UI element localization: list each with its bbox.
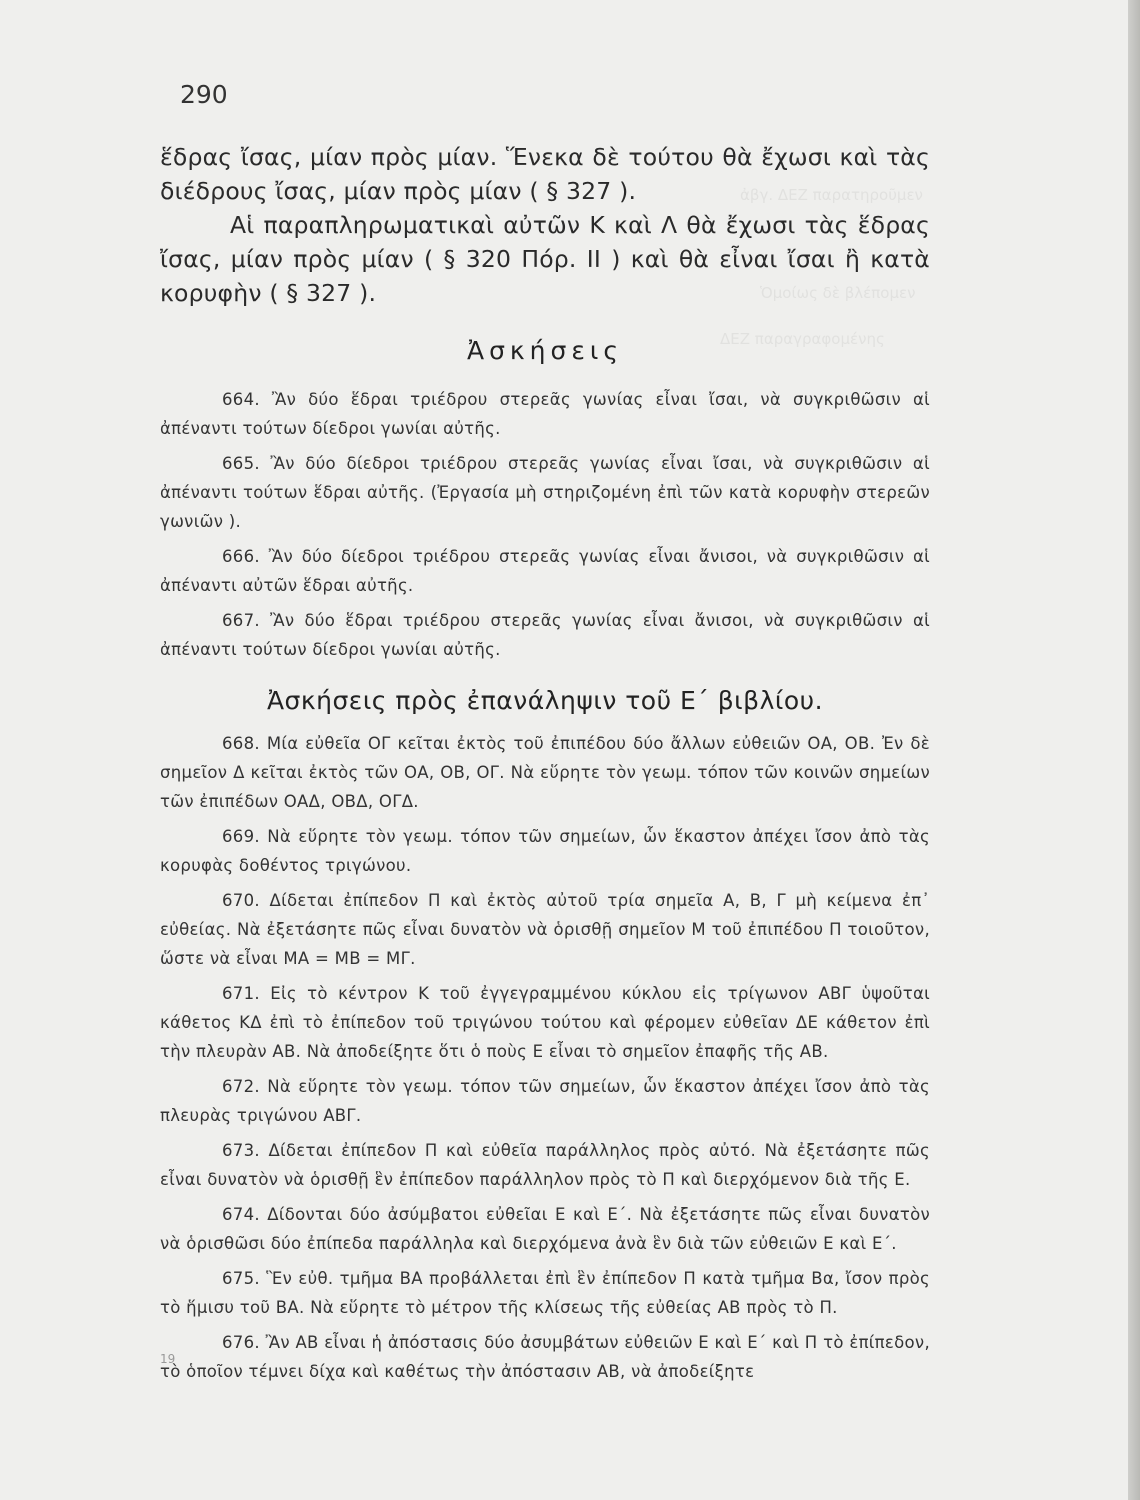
intro-paragraph: Αἱ παραπληρωματικαὶ αὐτῶν Κ καὶ Λ θὰ ἔχωσι τὰς ἕδρας ἴσας, μίαν πρὸς μίαν ( § 320 Πόρ. ΙΙ ) καὶ θὰ εἶναι ἴσαι ἢ κατὰ κορυφὴν ( § 327 ). [160, 211, 930, 307]
exercise-item [160, 385, 930, 443]
exercise-number: 671. [222, 984, 260, 1003]
exercise-number: 672. [222, 1077, 260, 1096]
exercise-number: 664. [222, 390, 260, 409]
exercise-item [160, 886, 930, 973]
exercise-number: 670. [222, 891, 260, 910]
exercise-text: Μία εὐθεῖα ΟΓ κεῖται ἐκτὸς τοῦ ἐπιπέδου δύο ἄλλων εὐθειῶν ΟΑ, ΟΒ. Ἐν δὲ σημεῖον Δ κεῖται ἐκτὸς τῶν ΟΑ, ΟΒ, ΟΓ. Νὰ εὕρητε τὸν γεωμ. τόπον τῶν κοινῶν σημείων τῶν ἐπιπέδων ΟΑΔ, ΟΒΔ, ΟΓΔ. [160, 734, 930, 811]
intro-paragraph: ἕδρας ἴσας, μίαν πρὸς μίαν. Ἕνεκα δὲ τούτου θὰ ἔχωσι καὶ τὰς διέδρους ἴσας, μίαν πρὸς μίαν ( § 327 ). [160, 143, 930, 205]
exercise-number: 667. [222, 611, 260, 630]
signature-mark: 19 [160, 1352, 176, 1366]
section-heading-exercises: Ἀσκήσεις [466, 336, 623, 365]
page-body [160, 140, 930, 1392]
exercise-text: Ἂν δύο ἕδραι τριέδρου στερεᾶς γωνίας εἶναι ἴσαι, νὰ συγκριθῶσιν αἱ ἀπέναντι τούτων δίεδροι γωνίαι αὐτῆς. [160, 390, 931, 438]
exercise-number: 674. [222, 1205, 260, 1224]
exercise-item [160, 1328, 930, 1386]
section-heading-review: Ἀσκήσεις πρὸς ἐπανάληψιν τοῦ Ε΄ βιβλίου. [266, 686, 824, 715]
exercise-item [160, 1264, 930, 1322]
exercise-list [160, 385, 930, 664]
exercise-number: 676. [222, 1333, 260, 1352]
exercise-text: Ἂν ΑΒ εἶναι ἡ ἀπόστασις δύο ἀσυμβάτων εὐθειῶν Ε καὶ Ε΄ καὶ Π τὸ ἐπίπεδον, τὸ ὁποῖον τέμνει δίχα καὶ καθέτως τὴν ἀπόστασιν ΑΒ, νὰ ἀποδείξητε [160, 1333, 930, 1381]
exercise-number: 675. [222, 1269, 260, 1288]
exercise-text: Δίδεται ἐπίπεδον Π καὶ εὐθεῖα παράλληλος πρὸς αὐτό. Νὰ ἐξετάσητε πῶς εἶναι δυνατὸν νὰ ὁρισθῇ ἓν ἐπίπεδον παράλληλον πρὸς τὸ Π καὶ διερχόμενον διὰ τῆς Ε. [160, 1141, 930, 1189]
exercise-item [160, 1136, 930, 1194]
book-page: ἀβγ. ΔΕΖ παρατηροῦμεν Ὁμοίως δὲ βλέπομεν ΔΕΖ παραγραφομένης 290 ἕδρας ἴσας, μίαν πρὸς μίαν. Ἕνεκα δὲ τούτου θὰ ἔχωσι καὶ τὰς διέδρους ἴσας, μίαν πρὸς μίαν ( § 327 ). Αἱ παραπληρωματικαὶ αὐτῶν Κ καὶ Λ θὰ ἔχωσι τὰς ἕδρας ἴσας, μίαν πρὸς μίαν ( § 320 Πόρ. ΙΙ ) καὶ θὰ εἶναι ἴσαι ἢ κατὰ κορυφὴν ( § 327 ). Ἀσκήσεις 664. Ἂν δύο ἕδραι τριέδρου στερεᾶς γωνίας εἶναι ἴσαι, νὰ συγκριθῶσιν αἱ ἀπέναντι τούτων δίεδροι γωνίαι αὐτῆς. 665. Ἂν δύο δίεδροι τριέδρου στερεᾶς γωνίας εἶναι ἴσαι, νὰ συγκριθῶσιν αἱ ἀπέναντι τούτων ἕδραι αὐτῆς. (Ἐργασία μὴ στηριζομένη ἐπὶ τῶν κατὰ κορυφὴν στερεῶν γωνιῶν ). 666. Ἂν δύο δίεδροι τριέδρου στερεᾶς γωνίας εἶναι ἄνισοι, νὰ συγκριθῶσιν αἱ ἀπέναντι αὐτῶν ἕδραι αὐτῆς. 667. Ἂν δύο ἕδραι τριέδρου στερεᾶς γωνίας εἶναι ἄνισοι, νὰ συγκριθῶσιν αἱ ἀπέναντι τούτων δίεδροι γωνίαι αὐτῆς. Ἀσκήσεις πρὸς ἐπανάληψιν τοῦ Ε΄ βιβλίου. 668. Μία εὐθεῖα ΟΓ κεῖται ἐκτὸς τοῦ ἐπιπέδου δύο ἄλλων εὐθειῶν ΟΑ, ΟΒ. Ἐν δὲ σημεῖον Δ κεῖται ἐκτὸς τῶν ΟΑ, ΟΒ, ΟΓ. Νὰ εὕρητε τὸν γεωμ. τόπον τῶν κοινῶν σημείων τῶν ἐπιπέδων ΟΑΔ, ΟΒΔ, ΟΓΔ. 669. Νὰ εὕρητε τὸν γεωμ. τόπον τῶν σημείων, ὧν ἕκαστον ἀπέχει ἴσον ἀπὸ τὰς κορυφὰς δοθέντος τριγώνου. 670. Δίδεται ἐπίπεδον Π καὶ ἐκτὸς αὐτοῦ τρία σημεῖα Α, Β, Γ μὴ κείμενα ἐπ᾿ εὐθείας. Νὰ ἐξετάσητε πῶς εἶναι δυνατὸν νὰ ὁρισθῇ σημεῖον Μ τοῦ ἐπιπέδου Π τοιοῦτον, ὥστε νὰ εἶναι ΜΑ = ΜΒ = ΜΓ. 671. Εἰς τὸ κέντρον Κ τοῦ ἐγγεγραμμένου κύκλου εἰς τρίγωνον ΑΒΓ ὑψοῦται κάθετος ΚΔ ἐπὶ τὸ ἐπίπεδον τοῦ τριγώνου τούτου καὶ φέρομεν εὐθεῖαν ΔΕ κάθετον ἐπὶ τὴν πλευρὰν ΑΒ. Νὰ ἀποδείξητε ὅτι ὁ ποὺς Ε εἶναι τὸ σημεῖον ἐπαφῆς τῆς ΑΒ. 672. Νὰ εὕρητε τὸν γεωμ. τόπον τῶν σημείων, ὧν ἕκαστον ἀπέχει ἴσον ἀπὸ τὰς πλευρὰς τριγώνου ΑΒΓ. 673. Δίδεται ἐπίπεδον Π καὶ εὐθεῖα παράλληλος πρὸς αὐτό. Νὰ ἐξετάσητε πῶς εἶναι δυνατὸν νὰ ὁρισθῇ ἓν ἐπίπεδον παράλληλον πρὸς τὸ Π καὶ διερχόμενον διὰ τῆς Ε. 674. Δίδονται δύο ἀσύμβατοι εὐθεῖαι Ε καὶ Ε΄. Νὰ ἐξετάσητε πῶς εἶναι δυνατὸν νὰ ὁρισθῶσι δύο ἐπίπεδα παράλληλα καὶ διερχόμενα ἀνὰ ἓν διὰ τῶν εὐθειῶν Ε καὶ Ε΄. 675. Ἓν εὐθ. τμῆμα ΒΑ προβάλλεται ἐπὶ ἓν ἐπίπεδον Π κατὰ τμῆμα Βα, ἴσον πρὸς τὸ ἥμισυ τοῦ ΒΑ. Νὰ εὕρητε τὸ μέτρον τῆς κλίσεως τῆς εὐθείας ΑΒ πρὸς τὸ Π. 676. Ἂν ΑΒ εἶναι ἡ ἀπόστασις δύο ἀσυμβάτων εὐθειῶν Ε καὶ Ε΄ καὶ Π τὸ ἐπίπεδον, τὸ ὁποῖον τέμνει δίχα καὶ καθέτως τὴν ἀπόστασιν ΑΒ, νὰ ἀποδείξητε 19 [0, 0, 1128, 1500]
exercise-item [160, 822, 930, 880]
review-exercise-list [160, 729, 930, 1386]
exercise-number: 673. [222, 1141, 260, 1160]
exercise-text: Νὰ εὕρητε τὸν γεωμ. τόπον τῶν σημείων, ὧν ἕκαστον ἀπέχει ἴσον ἀπὸ τὰς πλευρὰς τριγώνου ΑΒΓ. [160, 1077, 930, 1125]
exercise-number: 665. [222, 454, 260, 473]
exercise-item [160, 979, 930, 1066]
exercise-text: Ἓν εὐθ. τμῆμα ΒΑ προβάλλεται ἐπὶ ἓν ἐπίπεδον Π κατὰ τμῆμα Βα, ἴσον πρὸς τὸ ἥμισυ τοῦ ΒΑ. Νὰ εὕρητε τὸ μέτρον τῆς κλίσεως τῆς εὐθείας ΑΒ πρὸς τὸ Π. [160, 1269, 930, 1317]
exercise-number: 668. [222, 734, 260, 753]
exercise-item [160, 729, 930, 816]
exercise-text: Ἂν δύο ἕδραι τριέδρου στερεᾶς γωνίας εἶναι ἄνισοι, νὰ συγκριθῶσιν αἱ ἀπέναντι τούτων δίεδροι γωνίαι αὐτῆς. [160, 611, 931, 659]
exercise-text: Δίδεται ἐπίπεδον Π καὶ ἐκτὸς αὐτοῦ τρία σημεῖα Α, Β, Γ μὴ κείμενα ἐπ᾿ εὐθείας. Νὰ ἐξετάσητε πῶς εἶναι δυνατὸν νὰ ὁρισθῇ σημεῖον Μ τοῦ ἐπιπέδου Π τοιοῦτον, ὥστε νὰ εἶναι ΜΑ = ΜΒ = ΜΓ. [160, 891, 931, 968]
exercise-number: 669. [222, 827, 260, 846]
exercise-text: Εἰς τὸ κέντρον Κ τοῦ ἐγγεγραμμένου κύκλου εἰς τρίγωνον ΑΒΓ ὑψοῦται κάθετος ΚΔ ἐπὶ τὸ ἐπίπεδον τοῦ τριγώνου τούτου καὶ φέρομεν εὐθεῖαν ΔΕ κάθετον ἐπὶ τὴν πλευρὰν ΑΒ. Νὰ ἀποδείξητε ὅτι ὁ ποὺς Ε εἶναι τὸ σημεῖον ἐπαφῆς τῆς ΑΒ. [160, 984, 931, 1061]
exercise-item [160, 1072, 930, 1130]
page-number: 290 [180, 80, 228, 109]
exercise-text: Ἂν δύο δίεδροι τριέδρου στερεᾶς γωνίας εἶναι ἴσαι, νὰ συγκριθῶσιν αἱ ἀπέναντι τούτων ἕδραι αὐτῆς. (Ἐργασία μὴ στηριζομένη ἐπὶ τῶν κατὰ κορυφὴν στερεῶν γωνιῶν ). [160, 454, 930, 531]
exercise-text: Νὰ εὕρητε τὸν γεωμ. τόπον τῶν σημείων, ὧν ἕκαστον ἀπέχει ἴσον ἀπὸ τὰς κορυφὰς δοθέντος τριγώνου. [160, 827, 930, 875]
exercise-number: 666. [222, 547, 260, 566]
exercise-item [160, 449, 930, 536]
exercise-item [160, 1200, 930, 1258]
exercise-text: Ἂν δύο δίεδροι τριέδρου στερεᾶς γωνίας εἶναι ἄνισοι, νὰ συγκριθῶσιν αἱ ἀπέναντι αὐτῶν ἕδραι αὐτῆς. [160, 547, 931, 595]
exercise-item [160, 606, 930, 664]
page-edge [1128, 0, 1140, 1500]
exercise-item [160, 542, 930, 600]
intro-text [160, 140, 930, 310]
exercise-text: Δίδονται δύο ἀσύμβατοι εὐθεῖαι Ε καὶ Ε΄. Νὰ ἐξετάσητε πῶς εἶναι δυνατὸν νὰ ὁρισθῶσι δύο ἐπίπεδα παράλληλα καὶ διερχόμενα ἀνὰ ἓν διὰ τῶν εὐθειῶν Ε καὶ Ε΄. [160, 1205, 931, 1253]
